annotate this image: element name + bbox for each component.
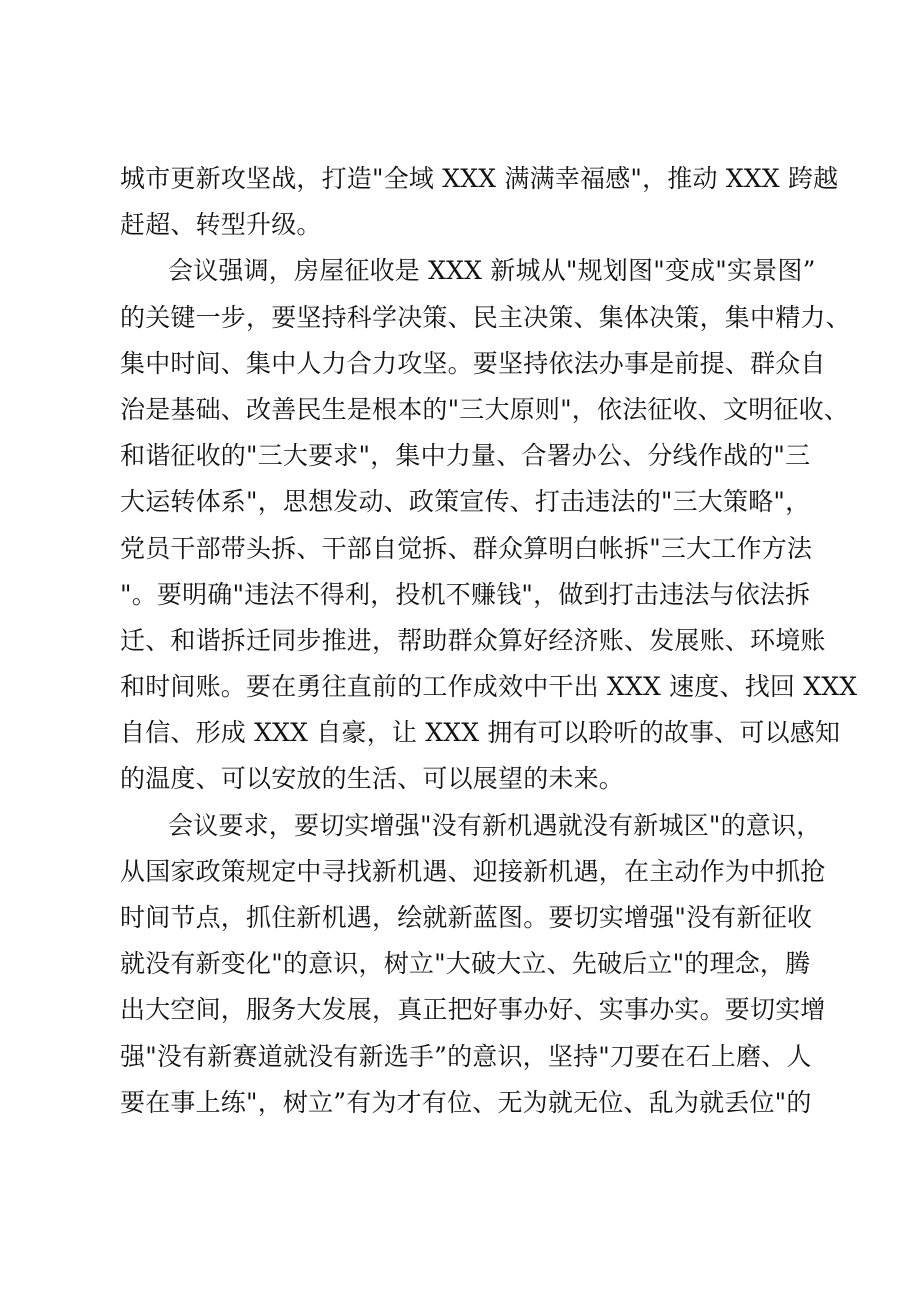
text-line: 迁、和谐拆迁同步推进，帮助群众算好经济账、发展账、环境账 bbox=[120, 625, 826, 655]
text-line: 强"没有新赛道就没有新选手”的意识，坚持"刀要在石上磨、人 bbox=[120, 1041, 812, 1071]
text-line: "。要明确"违法不得利，投机不赚钱"，做到打击违法与依法拆 bbox=[120, 579, 811, 609]
text-line: 的温度、可以安放的生活、可以展望的未来。 bbox=[120, 764, 625, 794]
text-line: 集中时间、集中人力合力攻坚。要坚持依法办事是前提、群众自 bbox=[120, 348, 826, 378]
text-line: 从国家政策规定中寻找新机遇、迎接新机遇，在主动作为中抓抢 bbox=[120, 856, 826, 886]
text-line: 出大空间，服务大发展，真正把好事办好、实事办实。要切实增 bbox=[120, 995, 826, 1025]
paragraph-first-line: 会议强调，房屋征收是 XXX 新城从"规划图"变成"实景图” bbox=[168, 256, 816, 286]
text-line: 的关键一步，要坚持科学决策、民主决策、集体决策，集中精力、 bbox=[120, 302, 851, 332]
text-line: 就没有新变化"的意识，树立"大破大立、先破后立"的理念，腾 bbox=[120, 949, 811, 979]
text-line: 和时间账。要在勇往直前的工作成效中干出 XXX 速度、找回 XXX bbox=[120, 672, 858, 702]
text-line: 治是基础、改善民生是根本的"三大原则"，依法征收、文明征收、 bbox=[120, 394, 850, 424]
text-line: 自信、形成 XXX 自豪，让 XXX 拥有可以聆听的故事、可以感知 bbox=[120, 718, 841, 748]
text-line: 和谐征收的"三大要求"，集中力量、合署办公、分线作战的"三 bbox=[120, 441, 811, 471]
text-line: 大运转体系"，思想发动、政策宣传、打击违法的"三大策略"， bbox=[120, 487, 811, 517]
text-line: 赶超、转型升级。 bbox=[120, 210, 322, 240]
text-line: 党员干部带头拆、干部自觉拆、群众算明白帐拆"三大工作方法 bbox=[120, 533, 813, 563]
text-line: 要在事上练"，树立”有为才有位、无为就无位、乱为就丢位"的 bbox=[120, 1087, 812, 1117]
document-body bbox=[120, 156, 858, 1126]
text-line: 城市更新攻坚战，打造"全域 XXX 满满幸福感"，推动 XXX 跨越 bbox=[120, 164, 839, 193]
text-line: 时间节点，抓住新机遇，绘就新蓝图。要切实增强"没有新征收 bbox=[120, 903, 813, 932]
paragraph-first-line: 会议要求，要切实增强"没有新机遇就没有新城区"的意识， bbox=[168, 810, 822, 840]
